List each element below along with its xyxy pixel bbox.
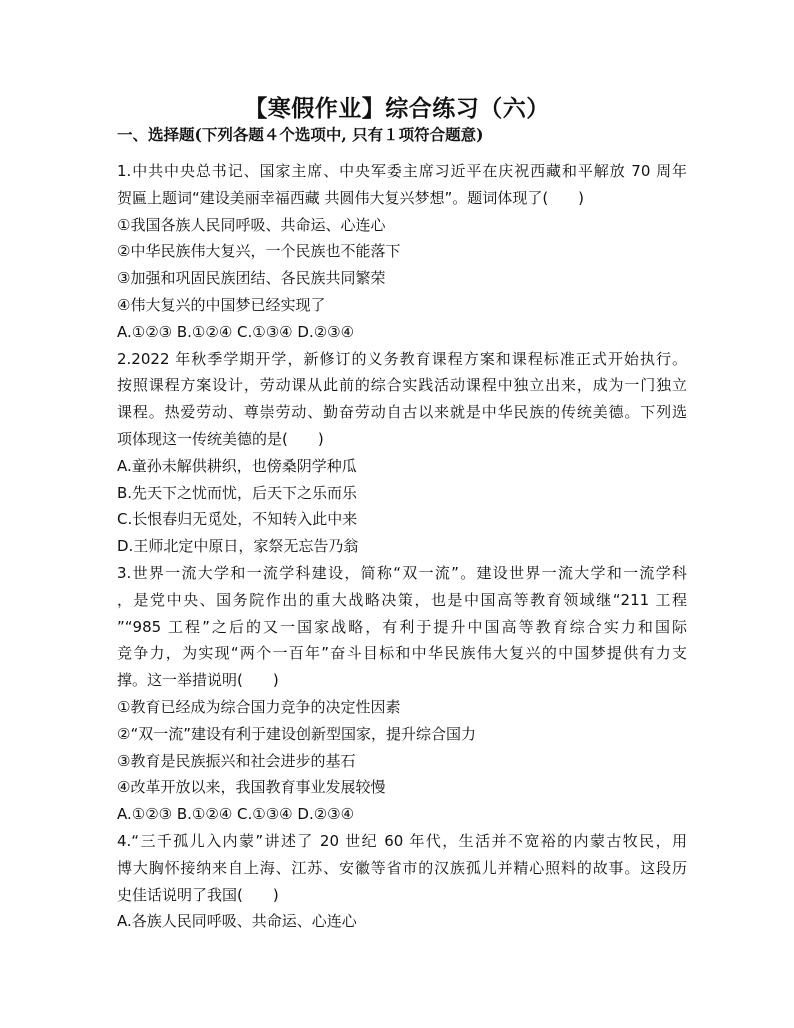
question-body xyxy=(117,158,687,935)
text-line: ①我国各族人民同呼吸、共命运、心连心 xyxy=(117,215,386,234)
text-line: A.各族人民同呼吸、共命运、心连心 xyxy=(117,912,357,931)
text-line: ”“985 工程”之后的又一国家战略，有利于提升中国高等教育综合实力和国际 xyxy=(117,617,687,636)
text-line: 竞争力，为实现“两个一百年”奋斗目标和中华民族伟大复兴的中国梦提供有力支 xyxy=(117,644,687,663)
text-line: ，是党中央、国务院作出的重大战略决策，也是中国高等教育领域继“211 工程 xyxy=(117,590,687,609)
text-line: 按照课程方案设计，劳动课从此前的综合实践活动课程中独立出来，成为一门独立 xyxy=(117,376,687,395)
text-line: A.①②③ B.①②④ C.①③④ D.②③④ xyxy=(117,322,355,341)
text-line: 4.“三千孤儿入内蒙”讲述了 20 世纪 60 年代，生活并不宽裕的内蒙古牧民，用 xyxy=(117,831,687,850)
text-line: ②中华民族伟大复兴，一个民族也不能落下 xyxy=(117,242,401,261)
text-line: ④伟大复兴的中国梦已经实现了 xyxy=(117,295,326,314)
text-line: D.王师北定中原日，家祭无忘告乃翁 xyxy=(117,537,359,556)
text-line: 课程。热爱劳动、尊崇劳动、勤奋劳动自古以来就是中华民族的传统美德。下列选 xyxy=(117,403,687,422)
text-line: A.童孙未解供耕织，也傍桑阴学种瓜 xyxy=(117,456,357,475)
page-title: 【寒假作业】综合练习（六） xyxy=(244,95,550,122)
text-line: 史佳话说明了我国( ) xyxy=(117,885,279,904)
text-line: ①教育已经成为综合国力竞争的决定性因素 xyxy=(117,697,401,716)
text-line: 项体现这一传统美德的是( ) xyxy=(117,429,324,448)
text-line: C.长恨春归无觅处，不知转入此中来 xyxy=(117,510,358,529)
text-line: ③加强和巩固民族团结、各民族共同繁荣 xyxy=(117,269,386,288)
text-line: ④改革开放以来，我国教育事业发展较慢 xyxy=(117,778,386,797)
text-line: ③教育是民族振兴和社会进步的基石 xyxy=(117,751,356,770)
text-line: 撑。这一举措说明( ) xyxy=(117,671,279,690)
text-line: 1.中共中央总书记、国家主席、中央军委主席习近平在庆祝西藏和平解放 70 周年 xyxy=(117,162,687,180)
section-heading: 一、选择题(下列各题４个选项中, 只有１项符合题意) xyxy=(117,125,484,144)
text-line: A.①②③ B.①②④ C.①③④ D.②③④ xyxy=(117,805,355,824)
text-line: 3.世界一流大学和一流学科建设，简称“双一流”。建设世界一流大学和一流学科 xyxy=(117,563,687,582)
text-line: ②“双一流”建设有利于建设创新型国家，提升综合国力 xyxy=(117,724,476,743)
text-line: 博大胸怀接纳来自上海、江苏、安徽等省市的汉族孤儿并精心照料的故事。这段历 xyxy=(117,858,687,877)
text-line: 贺匾上题词“建设美丽幸福西藏 共圆伟大复兴梦想”。题词体现了( ) xyxy=(117,188,585,207)
text-line: B.先天下之忧而忧，后天下之乐而乐 xyxy=(117,483,358,502)
text-line: 2.2022 年秋季学期开学，新修订的义务教育课程方案和课程标准正式开始执行。 xyxy=(117,349,687,368)
